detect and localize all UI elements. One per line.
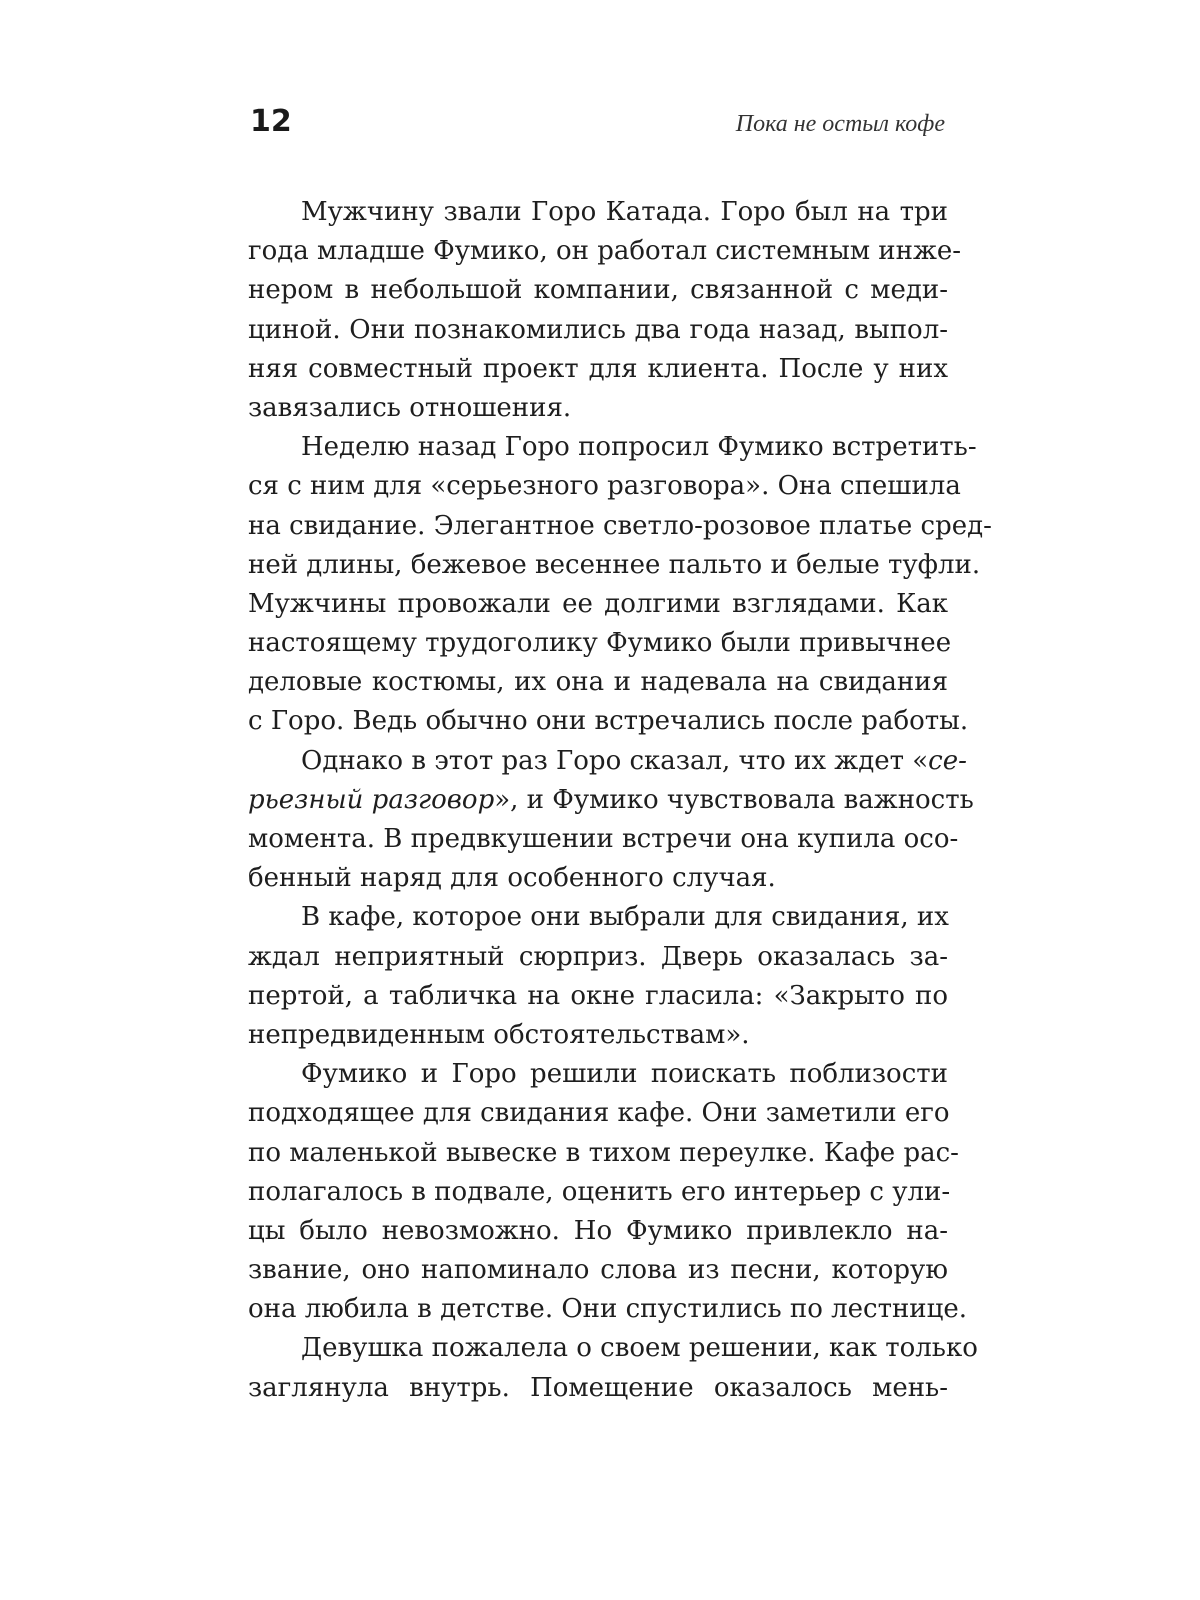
- paragraph: [248, 1329, 978, 1407]
- text-line: звание, оно напоминало слова из песни, которую: [248, 1255, 948, 1286]
- text-line: она любила в детстве. Они спустились по лестнице.: [248, 1294, 967, 1325]
- body-text: [248, 193, 992, 1408]
- text-line: Мужчину звали Горо Катада. Горо был на три: [301, 197, 948, 227]
- book-title: Пока не остыл кофе: [735, 111, 945, 137]
- text-line: бенный наряд для особенного случая.: [248, 863, 776, 894]
- text-run: », и Фумико чувствовала важность: [494, 784, 974, 815]
- italic-run: се-: [928, 745, 967, 776]
- text-line: цы было невозможно. Но Фумико привлекло на-: [248, 1215, 948, 1246]
- text-line: пертой, а табличка на окне гласила: «Закрыто по: [248, 980, 948, 1011]
- text-line: В кафе, которое они выбрали для свидания, их: [301, 902, 949, 933]
- text-line: полагалось в подвале, оценить его интерьер с ули-: [248, 1176, 951, 1207]
- text-line: Девушка пожалела о своем решении, как только: [301, 1333, 978, 1364]
- text-line: настоящему трудоголику Фумико были привычнее: [248, 628, 952, 659]
- text-line: ней длины, бежевое весеннее пальто и белые туфли.: [248, 549, 981, 580]
- text-line: Мужчины провожали ее долгими взглядами. Как: [248, 588, 948, 619]
- paragraph: [248, 742, 974, 899]
- text-line: заглянула внутрь. Помещение оказалось мень-: [248, 1372, 948, 1403]
- paragraph: [248, 1055, 967, 1329]
- paragraph: [248, 193, 962, 428]
- text-line: [248, 742, 967, 781]
- text-line: ждал неприятный сюрприз. Дверь оказалась за-: [248, 941, 948, 972]
- paragraph: [248, 898, 948, 1055]
- italic-run: рьезный разговор: [248, 784, 495, 815]
- text-line: завязались отношения.: [248, 392, 572, 423]
- text-line: ся с ним для «серьезного разговора». Она спешила: [248, 471, 961, 502]
- paragraph: [248, 428, 992, 742]
- text-line: Неделю назад Горо попросил Фумико встретить-: [301, 432, 977, 463]
- text-run: Однако в этот раз Горо сказал, что их ждет «: [301, 745, 929, 776]
- text-line: года младше Фумико, он работал системным инже-: [248, 236, 962, 267]
- text-line: с Горо. Ведь обычно они встречались после работы.: [248, 706, 969, 737]
- page-number: 12: [250, 104, 292, 139]
- running-head: [250, 100, 945, 150]
- text-line: нером в небольшой компании, связанной с меди-: [248, 275, 948, 306]
- text-line: непредвиденным обстоятельствам».: [248, 1019, 750, 1050]
- text-line: Фумико и Горо решили поискать поблизости: [301, 1059, 948, 1090]
- text-line: циной. Они познакомились два года назад, выпол-: [248, 314, 948, 345]
- text-line: [248, 781, 974, 820]
- text-line: на свидание. Элегантное светло-розовое платье сред-: [248, 510, 992, 541]
- text-line: деловые костюмы, их она и надевала на свидания: [248, 667, 948, 698]
- text-line: момента. В предвкушении встречи она купила осо-: [248, 824, 959, 854]
- text-line: подходящее для свидания кафе. Они заметили его: [248, 1098, 950, 1129]
- text-line: по маленькой вывеске в тихом переулке. Кафе рас-: [248, 1137, 959, 1168]
- text-line: няя совместный проект для клиента. После у них: [248, 353, 948, 384]
